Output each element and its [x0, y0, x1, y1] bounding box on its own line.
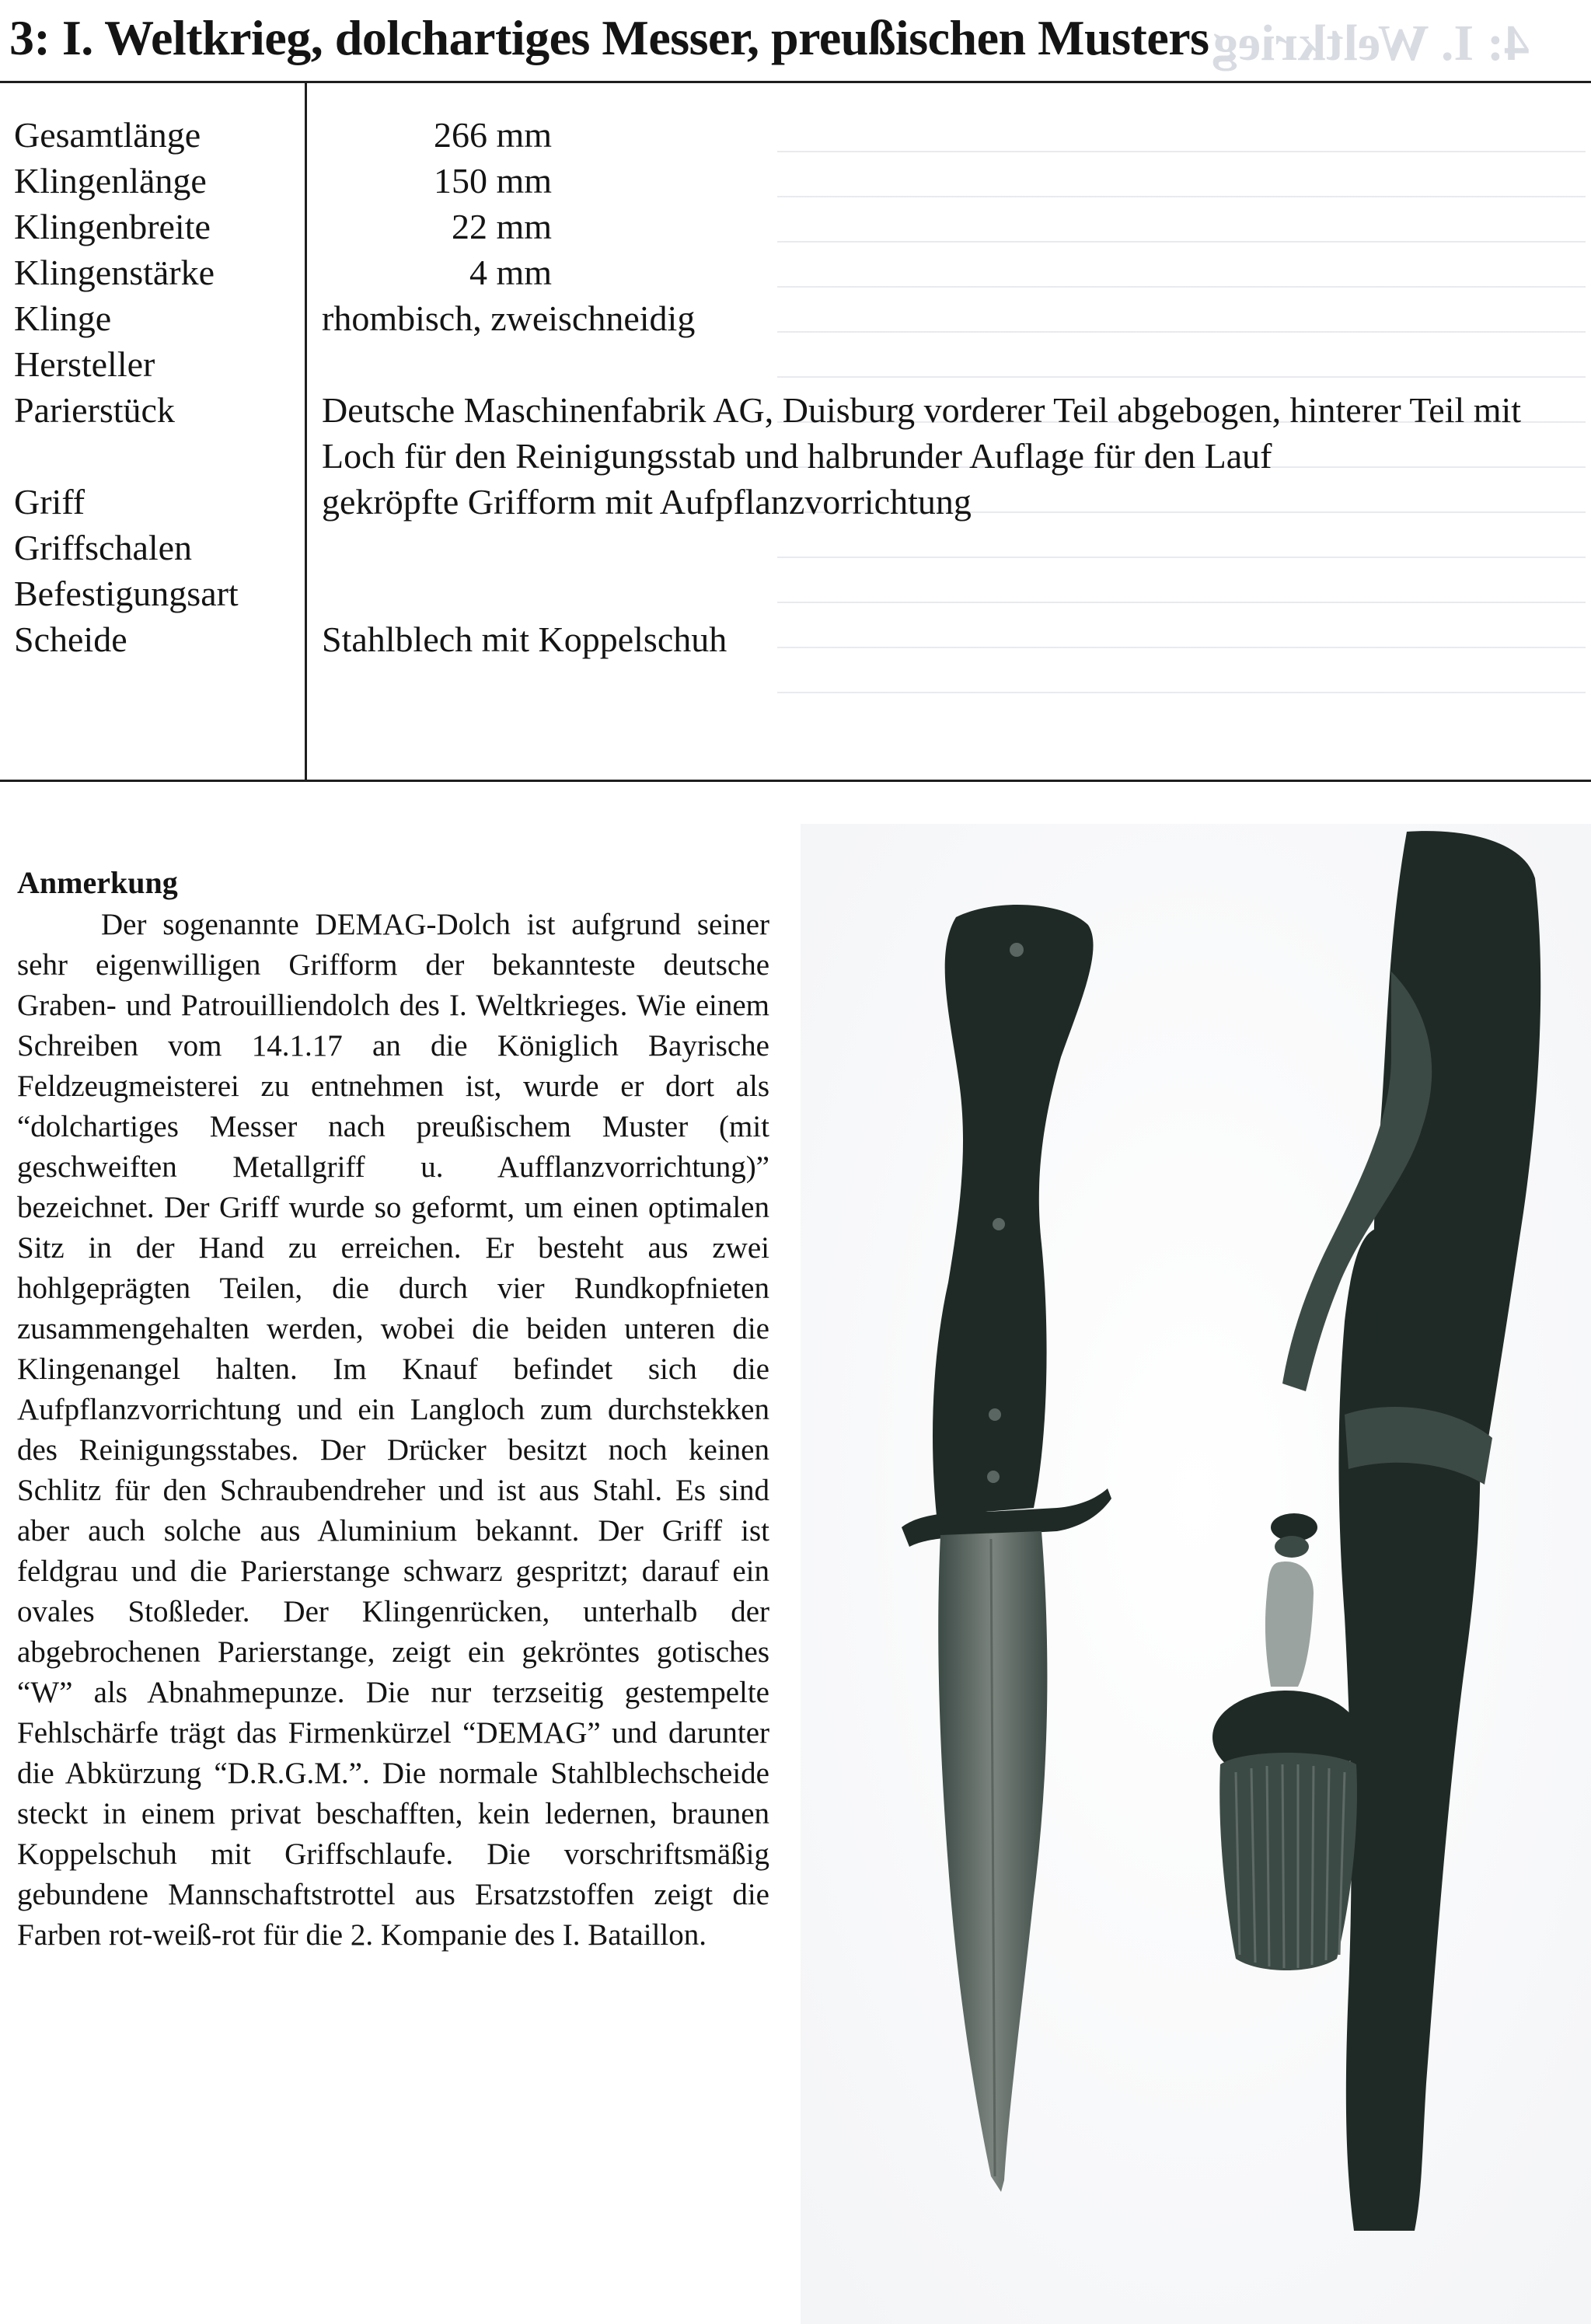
- dagger-photo: [801, 824, 1591, 2324]
- rivet-icon: [1010, 943, 1024, 957]
- spec-value: 22 mm: [451, 207, 552, 246]
- spec-value: rhombisch, zweischneidig: [322, 298, 696, 338]
- rivet-icon: [989, 1408, 1001, 1421]
- spec-value: 150 mm: [433, 161, 552, 201]
- top-rule: [0, 81, 1591, 83]
- dagger-illustration: [801, 824, 1591, 2324]
- spec-label: Griff: [14, 482, 85, 522]
- note-text: Der sogenannte DEMAG-Dolch ist aufgrund seiner sehr eigenwilligen Grifform der bekannteste deutsche Graben- und Patrouilliendolch des I. Weltkrieges. Wie einem Schreiben vom 14.1.17 an die Königlich Bayrische Feldzeugmeisterei zu entnehmen ist, wurde er dort als “dolchartiges Messer nach preußischem Muster (mit geschweiften Metallgriff u. Aufflanzvorrichtung)” bezeichnet. Der Griff wurde so geformt, um einen optimalen Sitz in der Hand zu erreichen. Er besteht aus zwei hohlgeprägten Teilen, die durch vier Rundkopfnieten zusammengehalten werden, wobei die beiden unteren die Klingenangel halten. Im Knauf befindet sich die Aufpflanzvorrichtung und ein Langloch zum durchstekken des Reinigungsstabes. Der Drücker besitzt noch keinen Schlitz für den Schraubendreher und ist aus Stahl. Es sind aber auch solche aus Aluminium bekannt. Der Griff ist feldgrau und die Parierstange schwarz gespritzt; darauf ein ovales Stoßleder. Der Klingenrücken, unterhalb der abgebrochenen Parierstange, zeigt ein gekröntes gotisches “W” als Abnahmepunze. Die nur terzseitig gestempelte Fehlschärfe trägt das Firmenkürzel “DEMAG” und darunter die Abkürzung “D.R.G.M.”. Die normale Stahlblechscheide steckt in einem privat beschafften, kein ledernen, braunen Koppelschuh mit Griffschlaufe. Die vorschriftsmäßig gebundene Mannschaftstrottel aus Ersatzstoffen zeigt die Farben rot-weiß-rot für die 2. Kompanie des I. Bataillon.: [17, 908, 769, 1952]
- spec-label: Klingenstärke: [14, 253, 215, 292]
- spec-value: 266 mm: [433, 115, 552, 155]
- spec-label: Parierstück: [14, 390, 175, 430]
- spec-label: Griffschalen: [14, 528, 193, 567]
- spec-label: Klingenlänge: [14, 161, 207, 201]
- spec-label: Befestigungsart: [14, 574, 239, 613]
- bleed-through-text: 4: I. Weltkrieg: [1212, 15, 1530, 72]
- spec-value: 4 mm: [469, 253, 552, 292]
- troddel-ring: [1275, 1536, 1309, 1558]
- spec-value: gekröpfte Grifform mit Aufpflanzvorrichtung: [322, 482, 972, 522]
- column-divider: [305, 83, 307, 780]
- spec-label: Klinge: [14, 298, 112, 338]
- page-title: 3: I. Weltkrieg, dolchartiges Messer, preußischen Musters: [9, 10, 1209, 65]
- spec-label: Hersteller: [14, 344, 155, 384]
- spec-label: Gesamtlänge: [14, 115, 201, 155]
- note-heading: Anmerkung: [17, 865, 178, 900]
- spec-value: Deutsche Maschinenfabrik AG, Duisburg vorderer Teil abgebogen, hinterer Teil mit Loch für den Reinigungsstab und halbrunder Auflage für den Lauf: [322, 390, 1522, 476]
- rivet-icon: [993, 1218, 1005, 1230]
- section-rule: [0, 780, 1591, 782]
- rivet-icon: [987, 1471, 1000, 1483]
- spec-label: Klingenbreite: [14, 207, 211, 246]
- spec-label: Scheide: [14, 619, 127, 659]
- spec-value: Stahlblech mit Koppelschuh: [322, 619, 727, 659]
